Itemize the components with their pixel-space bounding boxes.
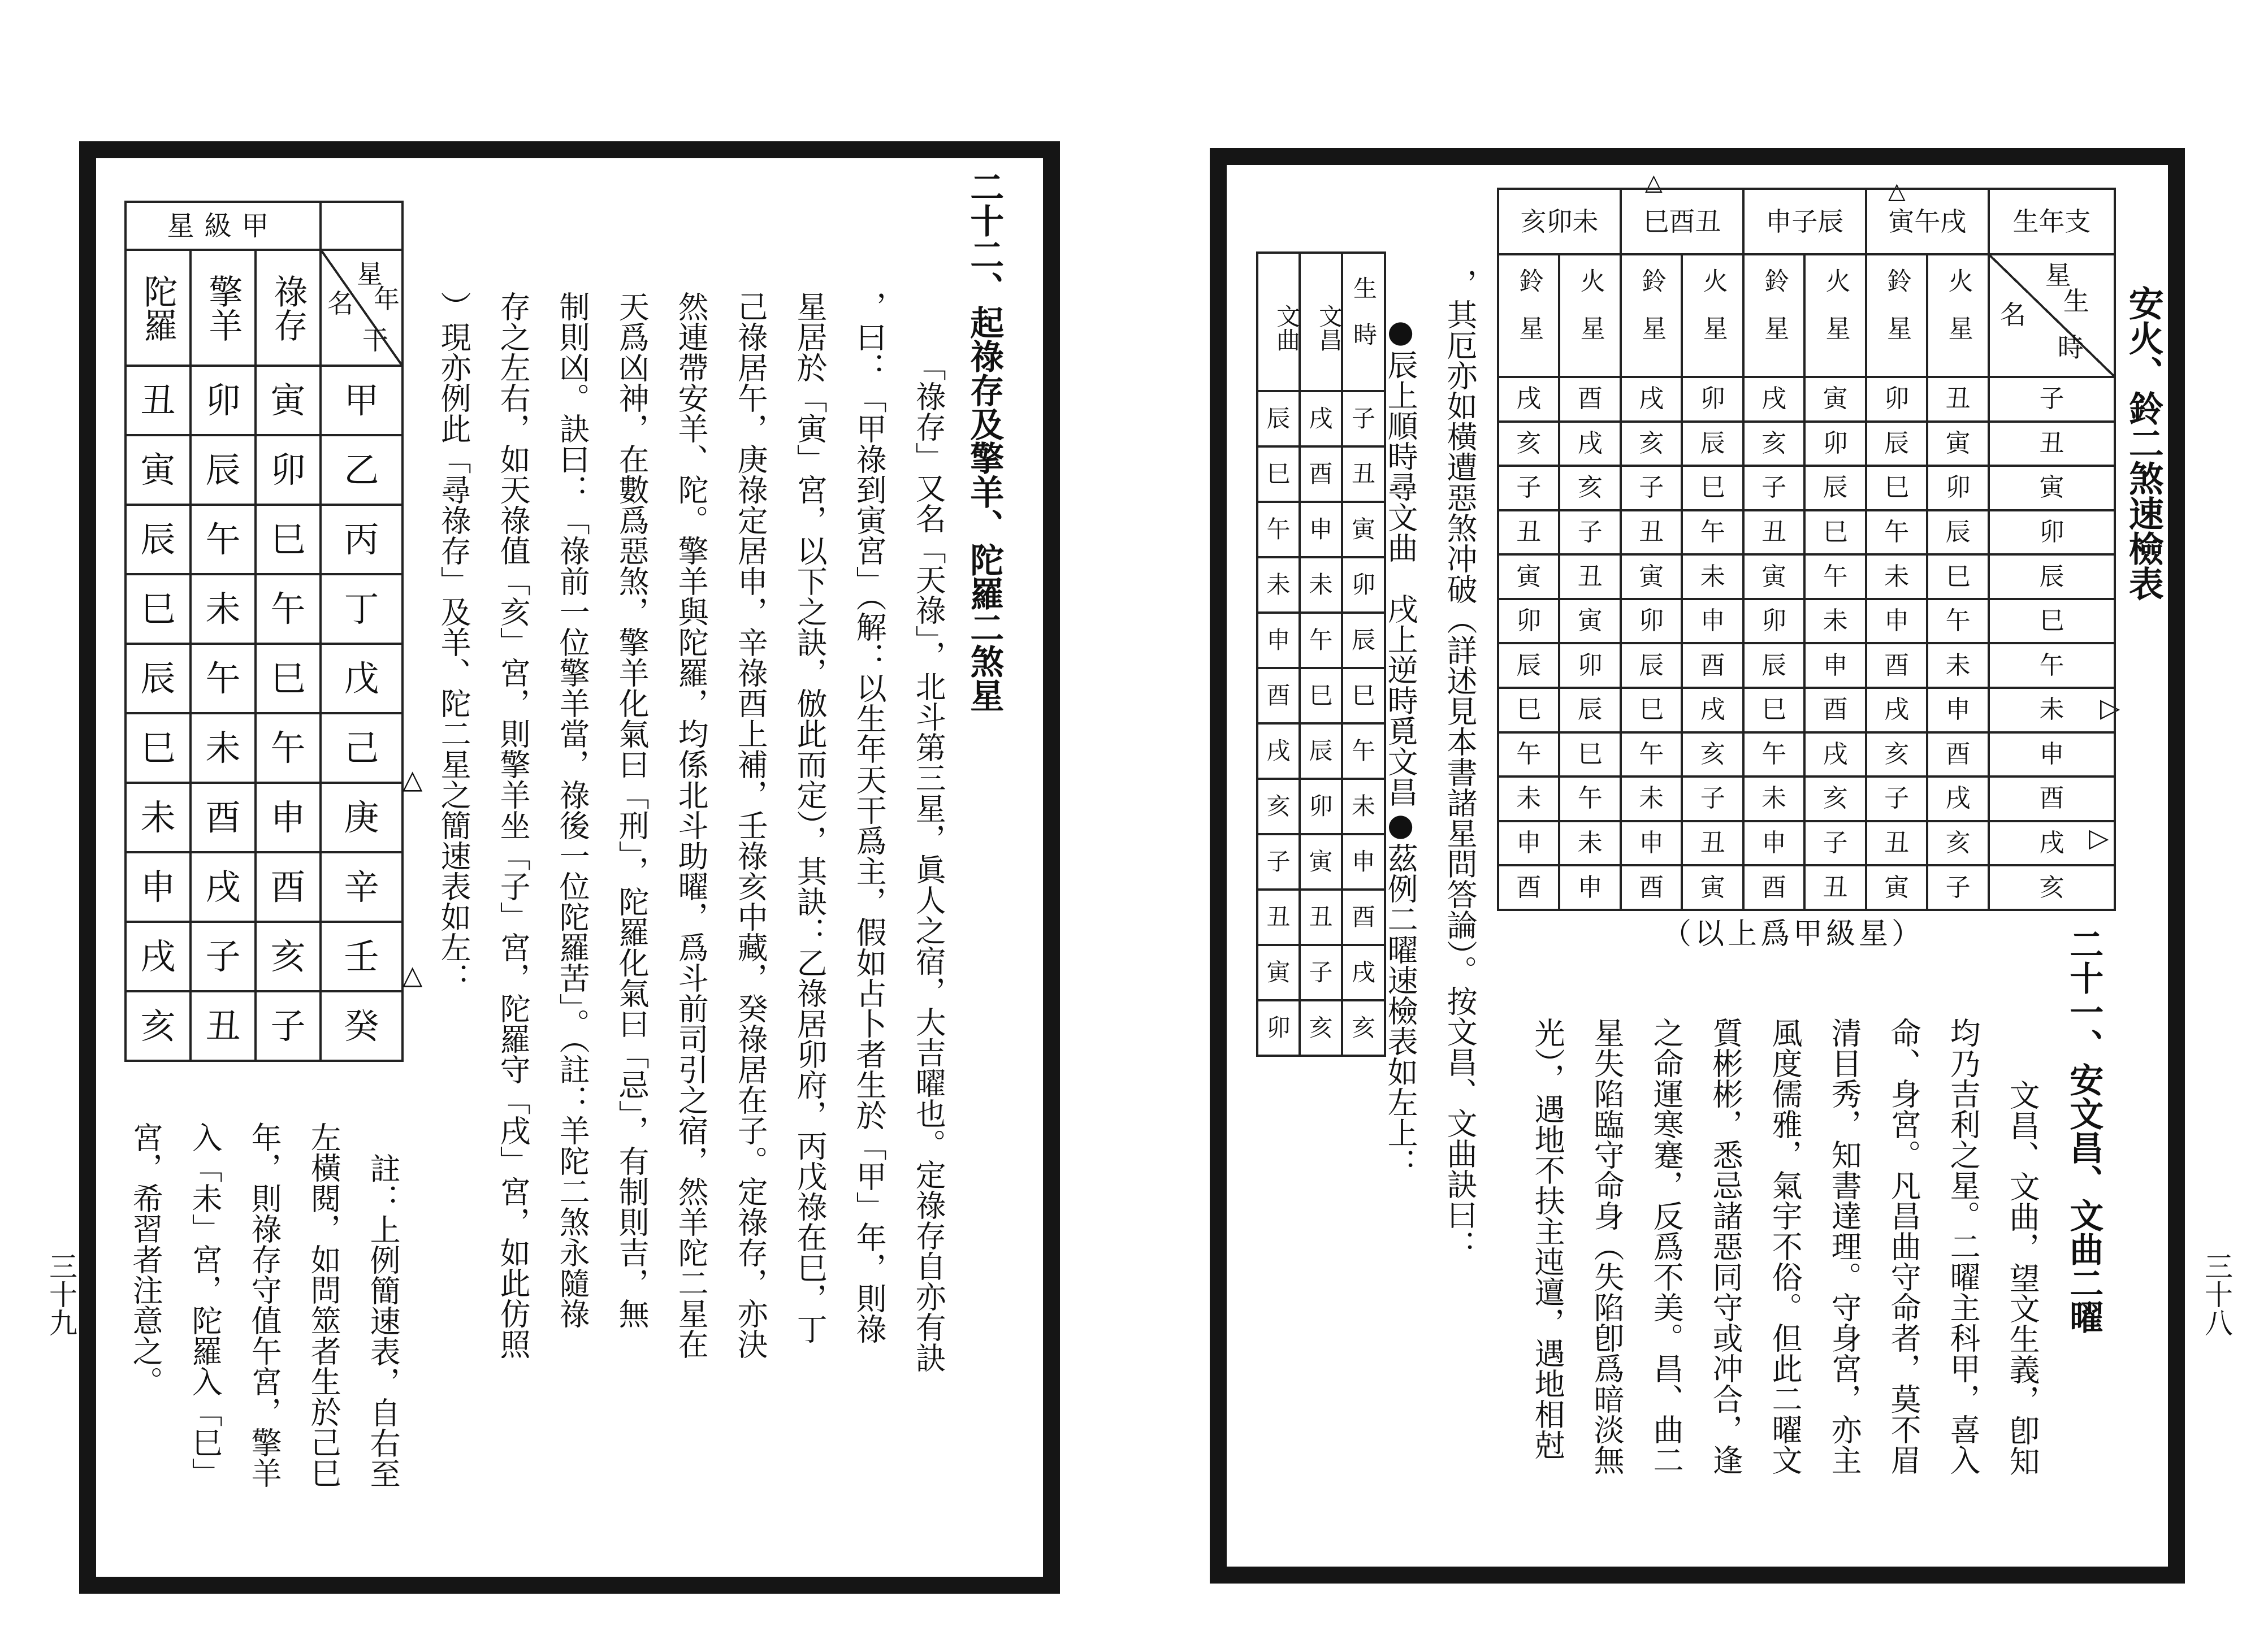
cell: 午 (1743, 732, 1804, 777)
cell: 丑 (1682, 821, 1743, 866)
page-number-left: 三十九 (45, 1252, 77, 1337)
corner-year: 年 (374, 284, 400, 314)
cell: 巳 (1866, 466, 1927, 510)
hour-cell: 酉 (1989, 777, 2115, 821)
note-column: 年，則祿存守值午宮，擎羊 (246, 1122, 283, 1488)
table-row (1498, 599, 2115, 644)
cell: 亥 (1559, 466, 1620, 510)
cell: 未 (1743, 777, 1804, 821)
cell: 酉 (1498, 865, 1559, 910)
corner-stem: 干 (362, 325, 389, 355)
cell: 亥 (1743, 422, 1804, 466)
wenchang-table (1256, 251, 1386, 1057)
cell-qingyang: 酉 (191, 783, 256, 852)
cell: 卯 (1342, 557, 1385, 613)
cell: 卯 (1621, 599, 1682, 644)
cell: 子 (1559, 510, 1620, 555)
cell: 未 (1498, 777, 1559, 821)
table-row (1498, 732, 2115, 777)
header-bell: 鈴星 (1621, 254, 1682, 377)
cell: 子 (1804, 821, 1866, 866)
cell: 卯 (1743, 599, 1804, 644)
cell-lucun: 巳 (256, 505, 321, 574)
cell: 子 (1498, 466, 1559, 510)
table-row (1498, 466, 2115, 510)
table-row (125, 644, 402, 713)
cell: 亥 (1498, 422, 1559, 466)
lucun-table (124, 201, 404, 1062)
cell: 子 (1743, 466, 1804, 510)
cell: 巳 (1559, 732, 1620, 777)
cell: 未 (1927, 643, 1988, 688)
header-wenchang: 文昌 (1300, 253, 1342, 391)
cell-tuoluo: 巳 (125, 574, 191, 644)
section-title-21: 二十一、安文昌、文曲二曜 (2064, 927, 2104, 1334)
cell-stem: 丁 (321, 574, 402, 644)
blank-cell (321, 202, 402, 250)
note-column: 左橫閱，如問筮者生於己巳 (306, 1122, 342, 1488)
body-column: 存之左右，如天祿值「亥」宮，則擎羊坐「子」宮，陀羅守「戌」宮，如此仿照 (495, 291, 531, 1359)
hour-cell: 丑 (1989, 422, 2115, 466)
note-column: 宮，希習者注意之。 (128, 1122, 164, 1396)
table-row (1257, 391, 1385, 446)
cell: 戌 (1498, 377, 1559, 422)
table-row (1498, 865, 2115, 910)
cell: 卯 (1257, 1000, 1300, 1056)
body-column: 文昌、文曲，望文生義，卽知 (2005, 1079, 2041, 1476)
table-row (125, 505, 402, 574)
table-row (1498, 688, 2115, 732)
triangle-mark-icon: △ (402, 764, 423, 795)
hour-cell: 亥 (1989, 865, 2115, 910)
cell: 寅 (1866, 865, 1927, 910)
cell: 丑 (1300, 890, 1342, 945)
cell-tuoluo: 辰 (125, 505, 191, 574)
cell-tuoluo: 辰 (125, 644, 191, 713)
cell: 巳 (1342, 668, 1385, 723)
header-corner (321, 250, 402, 366)
cell: 酉 (1866, 643, 1927, 688)
table-row (125, 366, 402, 435)
cell-lucun: 午 (256, 574, 321, 644)
header-wenqu: 文曲 (1257, 253, 1300, 391)
cell: 午 (1682, 510, 1743, 555)
triangle-mark-icon: △ (1645, 170, 1663, 196)
table-row (1498, 777, 2115, 821)
cell: 亥 (1804, 777, 1866, 821)
branch-header: 亥卯未 (1498, 189, 1621, 254)
body-column: 命、身宮。凡昌曲守命者，莫不眉 (1886, 1017, 1922, 1475)
cell: 戌 (1743, 377, 1804, 422)
cell: 申 (1300, 502, 1342, 557)
cell: 子 (1621, 466, 1682, 510)
cell-qingyang: 未 (191, 713, 256, 783)
cell: 辰 (1866, 422, 1927, 466)
cell: 未 (1559, 821, 1620, 866)
header-fire: 火星 (1804, 254, 1866, 377)
header-fire: 火星 (1559, 254, 1620, 377)
cell: 午 (1866, 510, 1927, 555)
cell: 巳 (1804, 510, 1866, 555)
cell: 酉 (1804, 688, 1866, 732)
body-column: ●辰上順時尋文曲 戌上逆時覓文昌●茲例二曜速檢表如左上： (1383, 314, 1419, 1178)
cell: 辰 (1682, 422, 1743, 466)
table-row (1498, 422, 2115, 466)
cell: 午 (1498, 732, 1559, 777)
body-column: 制則凶。訣曰：「祿前一位擎羊當，祿後一位陀羅苦」。（註：羊陀二煞永隨祿 (555, 291, 591, 1329)
hour-cell: 午 (1989, 643, 2115, 688)
cell: 酉 (1559, 377, 1620, 422)
corner-hour: 時 (2057, 332, 2084, 363)
cell: 戌 (1257, 723, 1300, 779)
cell-stem: 丙 (321, 505, 402, 574)
header-bell: 鈴星 (1743, 254, 1804, 377)
branch-header: 巳酉丑 (1621, 189, 1743, 254)
cell: 子 (1682, 777, 1743, 821)
cell-lucun: 亥 (256, 922, 321, 991)
page-number-right: 三十八 (2200, 1252, 2233, 1337)
table-row (1498, 554, 2115, 599)
table-row (125, 435, 402, 505)
fire-bell-table (1497, 188, 2116, 911)
cell: 辰 (1621, 643, 1682, 688)
cell-qingyang: 辰 (191, 435, 256, 505)
cell: 未 (1621, 777, 1682, 821)
table-row (1498, 821, 2115, 866)
cell-lucun: 巳 (256, 644, 321, 713)
cell-tuoluo: 巳 (125, 713, 191, 783)
cell: 申 (1621, 821, 1682, 866)
cell-tuoluo: 未 (125, 783, 191, 852)
cell: 卯 (1300, 779, 1342, 834)
table-row (125, 922, 402, 991)
cell-qingyang: 午 (191, 505, 256, 574)
table-row (1257, 834, 1385, 890)
corner-star: 星 (2045, 259, 2071, 290)
cell: 亥 (1927, 821, 1988, 866)
cell: 卯 (1866, 377, 1927, 422)
cell: 戌 (1927, 777, 1988, 821)
cell: 子 (1927, 865, 1988, 910)
hour-cell: 卯 (1989, 510, 2115, 555)
hour-cell: 巳 (1989, 599, 2115, 644)
cell-tuoluo: 寅 (125, 435, 191, 505)
cell: 丑 (1257, 890, 1300, 945)
cell: 巳 (1927, 554, 1988, 599)
cell: 午 (1927, 599, 1988, 644)
cell: 申 (1257, 613, 1300, 668)
corner-name: 名 (327, 288, 354, 319)
cell-stem: 己 (321, 713, 402, 783)
triangle-mark-icon: ▷ (2089, 822, 2109, 853)
corner-name: 名 (1999, 299, 2026, 330)
cell: 丑 (1342, 446, 1385, 502)
hour-cell: 子 (1989, 377, 2115, 422)
table-row (1257, 1000, 1385, 1056)
body-column: 己祿居午，庚祿定居申，辛祿酉上補，壬祿亥中藏，癸祿居在子。定祿存，亦決 (733, 291, 769, 1359)
cell: 寅 (1257, 945, 1300, 1000)
table-row (1257, 723, 1385, 779)
cell-tuoluo: 戌 (125, 922, 191, 991)
cell: 申 (1559, 865, 1620, 910)
header-fire: 火星 (1682, 254, 1743, 377)
cell: 辰 (1559, 688, 1620, 732)
cell: 巳 (1498, 688, 1559, 732)
cell: 辰 (1743, 643, 1804, 688)
header-bell: 鈴星 (1866, 254, 1927, 377)
table-row (125, 991, 402, 1061)
cell-qingyang: 戌 (191, 852, 256, 922)
cell-tuoluo: 丑 (125, 366, 191, 435)
header-corner (1989, 254, 2115, 377)
cell: 午 (1559, 777, 1620, 821)
cell: 子 (1342, 391, 1385, 446)
cell: 巳 (1300, 668, 1342, 723)
table-row (125, 713, 402, 783)
cell: 午 (1804, 554, 1866, 599)
note-column: 入「未」宮，陀羅入「巳」 (187, 1122, 223, 1488)
table-row (125, 783, 402, 852)
cell-lucun: 午 (256, 713, 321, 783)
body-column: 星居於「寅」宮，以下之訣，倣此而定），其訣：乙祿居卯府，丙戊祿在巳，丁 (792, 291, 828, 1344)
cell-qingyang: 午 (191, 644, 256, 713)
cell: 子 (1300, 945, 1342, 1000)
cell: 丑 (1743, 510, 1804, 555)
body-column: 清目秀，知書達理。守身宮，亦主 (1826, 1017, 1863, 1475)
cell: 寅 (1682, 865, 1743, 910)
cell: 酉 (1300, 446, 1342, 502)
table-row (1257, 890, 1385, 945)
cell: 亥 (1300, 1000, 1342, 1056)
cell: 寅 (1342, 502, 1385, 557)
header-bell: 鈴星 (1498, 254, 1559, 377)
hour-cell: 寅 (1989, 466, 2115, 510)
cell: 午 (1300, 613, 1342, 668)
cell: 未 (1866, 554, 1927, 599)
hour-cell: 申 (1989, 732, 2115, 777)
body-column: 均乃吉利之星。二曜主科甲，喜入 (1945, 1017, 1981, 1475)
cell: 卯 (1498, 599, 1559, 644)
cell: 戌 (1342, 945, 1385, 1000)
corner-year-branch: 生年支 (1989, 189, 2115, 254)
cell: 卯 (1559, 643, 1620, 688)
hour-cell: 辰 (1989, 554, 2115, 599)
cell-qingyang: 丑 (191, 991, 256, 1061)
cell: 申 (1342, 834, 1385, 890)
cell: 申 (1927, 688, 1988, 732)
cell: 辰 (1342, 613, 1385, 668)
body-column: 質彬彬，悉忌諸惡同守或冲合，逢 (1708, 1017, 1744, 1475)
table-row (1498, 510, 2115, 555)
cell: 亥 (1342, 1000, 1385, 1056)
triangle-mark-icon: △ (1888, 178, 1906, 204)
cell-qingyang: 卯 (191, 366, 256, 435)
cell-lucun: 申 (256, 783, 321, 852)
cell-lucun: 子 (256, 991, 321, 1061)
branch-header: 寅午戌 (1866, 189, 1989, 254)
header-birth-hour: 生時 (1342, 253, 1385, 391)
cell: 午 (1621, 732, 1682, 777)
cell: 巳 (1682, 466, 1743, 510)
cell: 辰 (1927, 510, 1988, 555)
cell: 寅 (1559, 599, 1620, 644)
cell: 丑 (1621, 510, 1682, 555)
cell-tuoluo: 亥 (125, 991, 191, 1061)
cell: 亥 (1621, 422, 1682, 466)
cell: 卯 (1804, 422, 1866, 466)
cell-lucun: 卯 (256, 435, 321, 505)
table-row (1257, 779, 1385, 834)
cell-qingyang: 子 (191, 922, 256, 991)
cell: 戌 (1804, 732, 1866, 777)
header-fire: 火星 (1927, 254, 1988, 377)
cell-tuoluo: 申 (125, 852, 191, 922)
cell-stem: 辛 (321, 852, 402, 922)
body-column: ）現亦例此「尋祿存」及羊、陀二星之簡速表如左： (436, 291, 472, 993)
cell: 申 (1866, 599, 1927, 644)
cell: 寅 (1621, 554, 1682, 599)
cell: 子 (1866, 777, 1927, 821)
cell: 酉 (1743, 865, 1804, 910)
cell: 戌 (1682, 688, 1743, 732)
cell: 辰 (1498, 643, 1559, 688)
triangle-mark-icon: ▷ (2100, 692, 2120, 723)
cell-stem: 甲 (321, 366, 402, 435)
cell: 未 (1342, 779, 1385, 834)
table-row (1498, 643, 2115, 688)
branch-header: 申子辰 (1743, 189, 1866, 254)
cell: 酉 (1621, 865, 1682, 910)
table-row (1257, 502, 1385, 557)
cell: 巳 (1257, 446, 1300, 502)
cell: 申 (1682, 599, 1743, 644)
cell-lucun: 寅 (256, 366, 321, 435)
cell: 子 (1257, 834, 1300, 890)
header-tuoluo: 陀羅 (125, 250, 191, 366)
cell-stem: 乙 (321, 435, 402, 505)
table-row (125, 574, 402, 644)
cell: 丑 (1927, 377, 1988, 422)
cell: 丑 (1498, 510, 1559, 555)
cell-stem: 壬 (321, 922, 402, 991)
cell: 未 (1682, 554, 1743, 599)
table-row (1257, 668, 1385, 723)
note-column: 註：上例簡速表，自右至 (365, 1153, 401, 1489)
corner-star: 星 (357, 259, 383, 289)
cell: 午 (1342, 723, 1385, 779)
body-column: 星失陷臨守命身（失陷卽爲暗淡無 (1589, 1017, 1625, 1475)
cell: 戌 (1559, 422, 1620, 466)
header-qingyang: 擎羊 (191, 250, 256, 366)
triangle-mark-icon: △ (402, 960, 423, 990)
body-column: 之命運寒蹇，反爲不美。昌、曲二 (1648, 1017, 1685, 1475)
cell-qingyang: 未 (191, 574, 256, 644)
cell: 申 (1743, 821, 1804, 866)
cell: 酉 (1342, 890, 1385, 945)
cell: 酉 (1257, 668, 1300, 723)
cell: 申 (1498, 821, 1559, 866)
table-caption: 星級甲 (125, 202, 321, 250)
body-column: 然連帶安羊、陀。擎羊與陀羅，均係北斗助曜，爲斗前司引之宿，然羊陀二星在 (673, 291, 709, 1359)
cell: 酉 (1927, 732, 1988, 777)
cell: 丑 (1804, 865, 1866, 910)
cell: 巳 (1743, 688, 1804, 732)
body-column: 「祿存」又名「天祿」，北斗第三星，眞人之宿，大吉曜也。定祿存自亦有訣 (911, 350, 947, 1373)
hour-cell: 未 (1989, 688, 2115, 732)
cell: 寅 (1927, 422, 1988, 466)
cell: 申 (1804, 643, 1866, 688)
body-column: 光），遇地不扶主迍邅，遇地相尅 (1530, 1017, 1566, 1460)
cell: 亥 (1257, 779, 1300, 834)
cell: 寅 (1498, 554, 1559, 599)
cell: 戌 (1866, 688, 1927, 732)
body-column: 天爲凶神，在數爲惡煞，擎羊化氣曰「刑」，陀羅化氣曰「忌」，有制則吉，無 (614, 291, 650, 1329)
table-row (1498, 377, 2115, 422)
cell: 未 (1804, 599, 1866, 644)
cell: 亥 (1866, 732, 1927, 777)
cell: 丑 (1559, 554, 1620, 599)
cell: 寅 (1743, 554, 1804, 599)
cell: 辰 (1300, 723, 1342, 779)
cell: 辰 (1257, 391, 1300, 446)
section-title-22: 二十二、起祿存及擎羊、陀羅二煞星 (964, 170, 1005, 712)
cell: 戌 (1621, 377, 1682, 422)
cell-stem: 庚 (321, 783, 402, 852)
cell: 卯 (1682, 377, 1743, 422)
cell: 丑 (1866, 821, 1927, 866)
header-lucun: 祿存 (256, 250, 321, 366)
fire-table-title: 安火、鈴二煞速檢表 (2123, 285, 2165, 601)
cell-lucun: 酉 (256, 852, 321, 922)
cell: 午 (1257, 502, 1300, 557)
table-row (1257, 557, 1385, 613)
cell: 酉 (1682, 643, 1743, 688)
body-column: ，曰：「甲祿到寅宮」（解：以生年天干爲主，假如占卜者生於「甲」年，則祿 (851, 291, 888, 1344)
table-row (1257, 446, 1385, 502)
cell: 未 (1300, 557, 1342, 613)
table-caption: （以上爲甲級星） (1662, 917, 1925, 951)
cell: 寅 (1804, 377, 1866, 422)
cell-stem: 戊 (321, 644, 402, 713)
table-row (1257, 945, 1385, 1000)
cell-stem: 癸 (321, 991, 402, 1061)
hour-cell: 戌 (1989, 821, 2115, 866)
body-column: ，其厄亦如橫遭惡煞冲破（詳述見本書諸星問答論）。按文昌、文曲訣曰： (1442, 268, 1478, 1260)
cell: 卯 (1927, 466, 1988, 510)
body-column: 風度儒雅，氣宇不俗。但此二曜文 (1767, 1017, 1803, 1475)
table-row (1257, 613, 1385, 668)
cell: 戌 (1300, 391, 1342, 446)
cell: 亥 (1682, 732, 1743, 777)
table-row (125, 852, 402, 922)
cell: 巳 (1621, 688, 1682, 732)
cell: 寅 (1300, 834, 1342, 890)
cell: 辰 (1804, 466, 1866, 510)
cell: 未 (1257, 557, 1300, 613)
corner-birth: 生 (2063, 285, 2089, 316)
